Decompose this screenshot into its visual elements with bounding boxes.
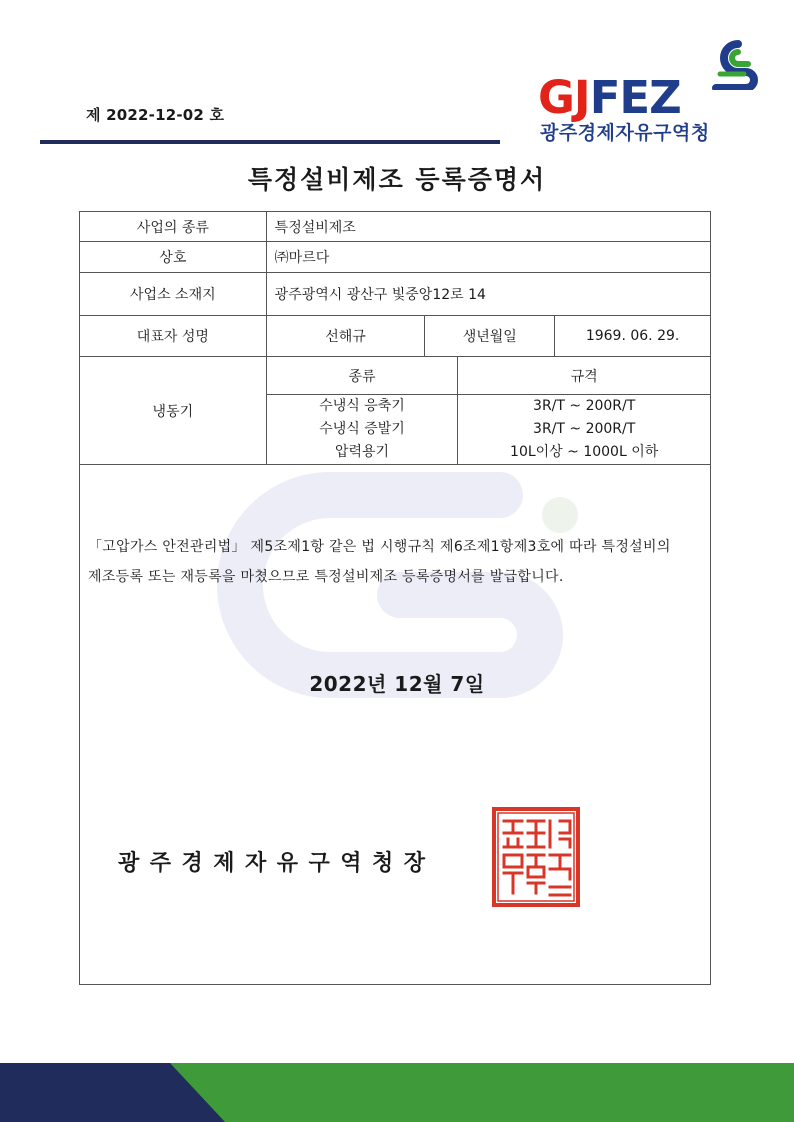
address-value: 광주광역시 광산구 빛중앙12로 14	[266, 273, 710, 316]
logo-wordmark: GJFEZ	[538, 71, 681, 124]
list-item: 10L이상 ~ 1000L 이하	[510, 444, 659, 460]
list-item: 수냉식 증발기	[319, 421, 405, 437]
rep-value: 선해규	[266, 316, 425, 357]
company-value: ㈜마르다	[266, 242, 710, 273]
row-representative	[80, 316, 711, 357]
header-rule	[40, 140, 500, 144]
list-item: 수냉식 응축기	[319, 398, 405, 414]
logo-subtitle: 광주경제자유구역청	[540, 122, 710, 144]
address-label: 사업소 소재지	[80, 273, 267, 316]
business-type-label: 사업의 종류	[80, 212, 267, 242]
statement-line-2: 제조등록 또는 재등록을 마쳤으므로 특정설비제조 등록증명서를 발급합니다.	[88, 569, 564, 585]
registration-info-table	[79, 211, 711, 465]
spec-header: 규격	[458, 357, 711, 395]
spec-list	[458, 395, 711, 465]
issuer-name: 광주경제자유구역청장	[118, 851, 436, 876]
business-type-value: 특정설비제조	[266, 212, 710, 242]
row-business-type	[80, 212, 711, 242]
statement-line-1: 「고압가스 안전관리법」 제5조제1항 같은 법 시행규칙 제6조제1항제3호에 따라 특정설비의	[88, 539, 671, 555]
footer-band	[0, 1063, 794, 1122]
list-item: 압력용기	[334, 444, 390, 460]
row-equipment-header	[80, 357, 711, 395]
certificate-title: 특정설비제조 등록증명서	[247, 165, 547, 194]
birth-value: 1969. 06. 29.	[555, 316, 711, 357]
official-seal-icon	[488, 803, 584, 911]
kind-list	[266, 395, 458, 465]
list-item: 3R/T ~ 200R/T	[533, 398, 636, 414]
kind-header: 종류	[266, 357, 458, 395]
list-item: 3R/T ~ 200R/T	[533, 421, 636, 437]
row-company	[80, 242, 711, 273]
certification-statement	[88, 532, 708, 592]
company-label: 상호	[80, 242, 267, 273]
gjfez-logo	[538, 30, 763, 145]
freezer-label: 냉동기	[80, 357, 267, 465]
issue-date: 2022년 12월 7일	[309, 672, 485, 696]
row-address	[80, 273, 711, 316]
rep-label: 대표자 성명	[80, 316, 267, 357]
birth-label: 생년월일	[425, 316, 555, 357]
document-number: 제 2022-12-02 호	[86, 106, 225, 124]
